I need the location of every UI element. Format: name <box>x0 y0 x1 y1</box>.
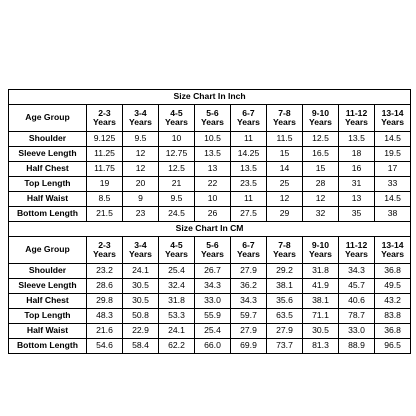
measurement-value: 29 <box>267 207 303 222</box>
measurement-value: 38.1 <box>303 294 339 309</box>
measurement-label: Half Waist <box>9 192 87 207</box>
age-column-header <box>87 105 123 132</box>
age-unit: Years <box>273 117 296 127</box>
measurement-value: 25.4 <box>195 324 231 339</box>
measurement-value: 71.1 <box>303 309 339 324</box>
measurement-value: 41.9 <box>303 279 339 294</box>
measurement-value: 16 <box>339 162 375 177</box>
age-range: 2-3 <box>98 239 111 250</box>
measurement-value: 26.7 <box>195 264 231 279</box>
age-unit: Years <box>129 249 152 259</box>
measurement-value: 54.6 <box>87 339 123 354</box>
measurement-label: Half Chest <box>9 162 87 177</box>
cm-age-header-row <box>9 237 411 264</box>
measurement-value: 19.5 <box>375 147 411 162</box>
age-range: 7-8 <box>278 239 291 250</box>
measurement-value: 27.9 <box>231 324 267 339</box>
age-column-header <box>267 105 303 132</box>
age-column-header <box>339 105 375 132</box>
measurement-value: 32 <box>303 207 339 222</box>
age-unit: Years <box>237 117 260 127</box>
measurement-value: 13 <box>339 192 375 207</box>
measurement-value: 35 <box>339 207 375 222</box>
table-row <box>9 147 411 162</box>
measurement-value: 23.2 <box>87 264 123 279</box>
measurement-label: Shoulder <box>9 132 87 147</box>
age-column-header <box>375 105 411 132</box>
measurement-value: 10 <box>195 192 231 207</box>
measurement-value: 27.9 <box>267 324 303 339</box>
age-column-header <box>195 105 231 132</box>
measurement-value: 29.2 <box>267 264 303 279</box>
measurement-label: Top Length <box>9 177 87 192</box>
measurement-value: 13.5 <box>339 132 375 147</box>
measurement-value: 8.5 <box>87 192 123 207</box>
measurement-label: Shoulder <box>9 264 87 279</box>
measurement-label: Bottom Length <box>9 339 87 354</box>
age-range: 13-14 <box>381 107 404 118</box>
age-column-header <box>375 237 411 264</box>
table-row <box>9 132 411 147</box>
measurement-value: 11.75 <box>87 162 123 177</box>
measurement-value: 11.5 <box>267 132 303 147</box>
measurement-value: 24.5 <box>159 207 195 222</box>
measurement-value: 14 <box>267 162 303 177</box>
measurement-value: 48.3 <box>87 309 123 324</box>
measurement-value: 29.8 <box>87 294 123 309</box>
age-range: 3-4 <box>134 239 147 250</box>
measurement-value: 32.4 <box>159 279 195 294</box>
age-unit: Years <box>165 249 188 259</box>
measurement-value: 12 <box>267 192 303 207</box>
measurement-value: 33.0 <box>339 324 375 339</box>
age-unit: Years <box>309 117 332 127</box>
measurement-value: 26 <box>195 207 231 222</box>
age-column-header <box>339 237 375 264</box>
table-row <box>9 324 411 339</box>
table-row <box>9 294 411 309</box>
measurement-value: 38 <box>375 207 411 222</box>
table-row <box>9 264 411 279</box>
measurement-value: 28 <box>303 177 339 192</box>
measurement-value: 13 <box>195 162 231 177</box>
age-column-header <box>159 237 195 264</box>
measurement-value: 11.25 <box>87 147 123 162</box>
inch-section <box>9 90 411 132</box>
table-row <box>9 279 411 294</box>
measurement-value: 62.2 <box>159 339 195 354</box>
measurement-value: 11 <box>231 192 267 207</box>
table-row <box>9 339 411 354</box>
age-column-header <box>303 237 339 264</box>
measurement-value: 30.5 <box>123 279 159 294</box>
measurement-value: 50.8 <box>123 309 159 324</box>
measurement-value: 43.2 <box>375 294 411 309</box>
measurement-value: 34.3 <box>231 294 267 309</box>
age-unit: Years <box>381 117 405 127</box>
age-unit: Years <box>201 249 224 259</box>
measurement-value: 23.5 <box>231 177 267 192</box>
age-unit: Years <box>93 117 116 127</box>
age-column-header <box>87 237 123 264</box>
measurement-value: 21 <box>159 177 195 192</box>
age-column-header <box>159 105 195 132</box>
age-range: 11-12 <box>345 107 368 118</box>
measurement-value: 36.2 <box>231 279 267 294</box>
measurement-label: Sleeve Length <box>9 147 87 162</box>
measurement-value: 78.7 <box>339 309 375 324</box>
age-range: 9-10 <box>311 107 330 118</box>
measurement-value: 33 <box>375 177 411 192</box>
measurement-value: 9 <box>123 192 159 207</box>
age-column-header <box>231 105 267 132</box>
age-unit: Years <box>237 249 260 259</box>
age-range: 13-14 <box>381 239 404 250</box>
measurement-value: 24.1 <box>159 324 195 339</box>
age-unit: Years <box>345 249 368 259</box>
measurement-label: Top Length <box>9 309 87 324</box>
measurement-value: 9.5 <box>123 132 159 147</box>
measurement-value: 38.1 <box>267 279 303 294</box>
age-range: 11-12 <box>345 239 368 250</box>
cm-chart-title: Size Chart In CM <box>9 222 411 237</box>
age-unit: Years <box>165 117 188 127</box>
cm-section <box>9 222 411 264</box>
measurement-label: Sleeve Length <box>9 279 87 294</box>
age-range: 4-5 <box>170 107 183 118</box>
measurement-value: 17 <box>375 162 411 177</box>
measurement-value: 15 <box>303 162 339 177</box>
table-row <box>9 309 411 324</box>
measurement-value: 36.8 <box>375 324 411 339</box>
measurement-value: 11 <box>231 132 267 147</box>
measurement-value: 15 <box>267 147 303 162</box>
measurement-value: 63.5 <box>267 309 303 324</box>
age-range: 7-8 <box>278 107 291 118</box>
table-row <box>9 207 411 222</box>
measurement-value: 19 <box>87 177 123 192</box>
measurement-value: 9.5 <box>159 192 195 207</box>
measurement-value: 88.9 <box>339 339 375 354</box>
age-column-header <box>123 105 159 132</box>
age-range: 2-3 <box>98 107 111 118</box>
size-chart-table <box>8 89 411 354</box>
measurement-value: 14.5 <box>375 192 411 207</box>
measurement-value: 25 <box>267 177 303 192</box>
age-column-header <box>231 237 267 264</box>
measurement-value: 12.5 <box>159 162 195 177</box>
measurement-value: 69.9 <box>231 339 267 354</box>
measurement-value: 28.6 <box>87 279 123 294</box>
measurement-value: 66.0 <box>195 339 231 354</box>
age-range: 5-6 <box>206 239 219 250</box>
age-column-header <box>195 237 231 264</box>
measurement-value: 22.9 <box>123 324 159 339</box>
measurement-value: 13.5 <box>195 147 231 162</box>
measurement-value: 30.5 <box>303 324 339 339</box>
measurement-value: 10 <box>159 132 195 147</box>
measurement-value: 10.5 <box>195 132 231 147</box>
age-unit: Years <box>93 249 116 259</box>
table-row <box>9 162 411 177</box>
measurement-value: 35.6 <box>267 294 303 309</box>
inch-chart-title: Size Chart In Inch <box>9 90 411 105</box>
measurement-value: 25.4 <box>159 264 195 279</box>
measurement-value: 96.5 <box>375 339 411 354</box>
age-range: 6-7 <box>242 107 255 118</box>
measurement-value: 30.5 <box>123 294 159 309</box>
measurement-value: 53.3 <box>159 309 195 324</box>
measurement-value: 12 <box>123 147 159 162</box>
age-range: 3-4 <box>134 107 147 118</box>
measurement-value: 31.8 <box>303 264 339 279</box>
age-range: 4-5 <box>170 239 183 250</box>
measurement-value: 81.3 <box>303 339 339 354</box>
measurement-value: 55.9 <box>195 309 231 324</box>
measurement-label: Bottom Length <box>9 207 87 222</box>
measurement-value: 73.7 <box>267 339 303 354</box>
measurement-value: 14.25 <box>231 147 267 162</box>
age-unit: Years <box>129 117 152 127</box>
age-unit: Years <box>273 249 296 259</box>
measurement-value: 23 <box>123 207 159 222</box>
age-unit: Years <box>345 117 368 127</box>
cm-measurements <box>9 264 411 354</box>
measurement-value: 83.8 <box>375 309 411 324</box>
age-range: 9-10 <box>311 239 330 250</box>
measurement-value: 24.1 <box>123 264 159 279</box>
measurement-value: 12 <box>303 192 339 207</box>
inch-age-header-row <box>9 105 411 132</box>
measurement-value: 12.5 <box>303 132 339 147</box>
measurement-value: 31.8 <box>159 294 195 309</box>
measurement-value: 16.5 <box>303 147 339 162</box>
inch-age-group-label: Age Group <box>9 105 87 132</box>
age-range: 6-7 <box>242 239 255 250</box>
measurement-value: 31 <box>339 177 375 192</box>
measurement-value: 12.75 <box>159 147 195 162</box>
measurement-value: 45.7 <box>339 279 375 294</box>
measurement-value: 18 <box>339 147 375 162</box>
measurement-value: 21.6 <box>87 324 123 339</box>
age-unit: Years <box>381 249 405 259</box>
measurement-value: 20 <box>123 177 159 192</box>
measurement-value: 22 <box>195 177 231 192</box>
measurement-value: 34.3 <box>339 264 375 279</box>
measurement-value: 49.5 <box>375 279 411 294</box>
inch-measurements <box>9 132 411 222</box>
measurement-label: Half Waist <box>9 324 87 339</box>
measurement-value: 40.6 <box>339 294 375 309</box>
measurement-value: 12 <box>123 162 159 177</box>
measurement-value: 27.9 <box>231 264 267 279</box>
age-column-header <box>303 105 339 132</box>
age-column-header <box>123 237 159 264</box>
age-unit: Years <box>309 249 332 259</box>
measurement-value: 21.5 <box>87 207 123 222</box>
measurement-label: Half Chest <box>9 294 87 309</box>
measurement-value: 27.5 <box>231 207 267 222</box>
measurement-value: 36.8 <box>375 264 411 279</box>
table-row <box>9 177 411 192</box>
measurement-value: 13.5 <box>231 162 267 177</box>
age-column-header <box>267 237 303 264</box>
measurement-value: 33.0 <box>195 294 231 309</box>
age-unit: Years <box>201 117 224 127</box>
measurement-value: 58.4 <box>123 339 159 354</box>
measurement-value: 34.3 <box>195 279 231 294</box>
measurement-value: 59.7 <box>231 309 267 324</box>
cm-age-group-label: Age Group <box>9 237 87 264</box>
age-range: 5-6 <box>206 107 219 118</box>
measurement-value: 14.5 <box>375 132 411 147</box>
table-row <box>9 192 411 207</box>
measurement-value: 9.125 <box>87 132 123 147</box>
